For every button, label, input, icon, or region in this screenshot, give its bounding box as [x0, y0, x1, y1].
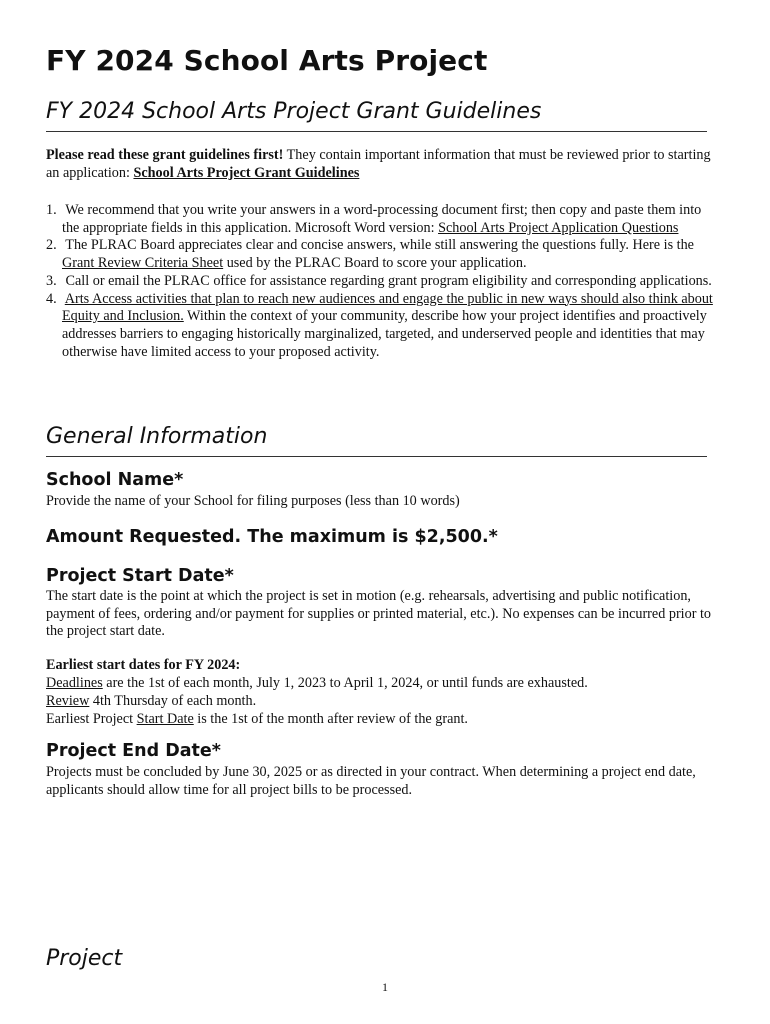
list-item-text: Call or email the PLRAC office for assistance regarding grant program eligibility and corresponding applications.	[65, 272, 712, 289]
document-title: FY 2024 School Arts Project	[46, 44, 488, 77]
application-questions-link[interactable]: School Arts Project Application Questions	[438, 219, 679, 236]
guidelines-divider	[46, 131, 707, 132]
earliest-dates-heading: Earliest start dates for FY 2024:	[46, 657, 241, 673]
list-item	[46, 237, 722, 272]
earliest-start-post: is the 1st of the month after review of the grant.	[193, 711, 468, 727]
deadlines-word: Deadlines	[46, 675, 103, 691]
list-item	[46, 291, 722, 362]
guidelines-link[interactable]: School Arts Project Grant Guidelines	[133, 164, 360, 181]
page-number: 1	[382, 980, 388, 994]
review-word: Review	[46, 693, 90, 709]
equity-inclusion-link[interactable]: Arts Access activities that plan to reach new audiences and engage the public in new ways should also think about Equity and Inclusion.	[62, 290, 713, 325]
start-date-help: The start date is the point at which the project is set in motion (e.g. rehearsals, advertising and public notification, payment of fees, ordering and/or payment for supplies or printed material, etc.). No expenses can be incurred prior to the project start date.	[46, 588, 712, 640]
project-heading: Project	[46, 946, 123, 971]
review-criteria-link[interactable]: Grant Review Criteria Sheet	[62, 255, 224, 272]
list-item	[46, 273, 722, 291]
list-item	[46, 202, 722, 237]
deadlines-text: are the 1st of each month, July 1, 2023 to April 1, 2024, or until funds are exhausted.	[102, 675, 588, 691]
list-item-number: 3.	[46, 272, 57, 289]
earliest-start-line	[46, 711, 718, 729]
list-item-text-after: Within the context of your community, describe how your project identifies and proactively addresses barriers to engaging historically marginalized, targeted, and underserved people and identities that may otherwise have limited access to your proposed activity.	[62, 308, 707, 360]
intro-bold-lead: Please read these grant guidelines first!	[46, 147, 284, 163]
list-item-number: 2.	[46, 237, 57, 254]
school-name-help: Provide the name of your School for filing purposes (less than 10 words)	[46, 493, 460, 509]
instructions-list	[46, 202, 722, 361]
intro-text: They contain important information that must be reviewed prior to starting an application:	[46, 147, 711, 181]
general-info-divider	[46, 456, 707, 457]
list-item-text-after: used by the PLRAC Board to score your application.	[223, 255, 527, 272]
list-item-number: 1.	[46, 202, 57, 218]
review-line	[46, 693, 718, 711]
end-date-label: Project End Date*	[46, 741, 221, 761]
earliest-start-pre: Earliest Project	[46, 711, 137, 727]
list-item-text: We recommend that you write your answers in a word-processing document first; then copy and paste them into the appropriate fields in this application. Microsoft Word version:	[62, 202, 702, 236]
review-text: 4th Thursday of each month.	[89, 693, 257, 709]
list-item-number: 4.	[46, 290, 57, 307]
amount-requested-label: Amount Requested. The maximum is $2,500.*	[46, 527, 498, 547]
end-date-help: Projects must be concluded by June 30, 2025 or as directed in your contract. When determining a project end date, applicants should allow time for all project bills to be processed.	[46, 764, 696, 798]
guidelines-heading: FY 2024 School Arts Project Grant Guidelines	[46, 99, 542, 124]
start-date-word: Start Date	[136, 711, 194, 727]
deadlines-line	[46, 675, 718, 693]
general-info-heading: General Information	[46, 424, 268, 449]
start-date-label: Project Start Date*	[46, 566, 234, 586]
list-item-text: The PLRAC Board appreciates clear and concise answers, while still answering the questions fully. Here is the	[65, 237, 694, 254]
intro-paragraph	[46, 147, 718, 182]
school-name-label: School Name*	[46, 470, 184, 490]
